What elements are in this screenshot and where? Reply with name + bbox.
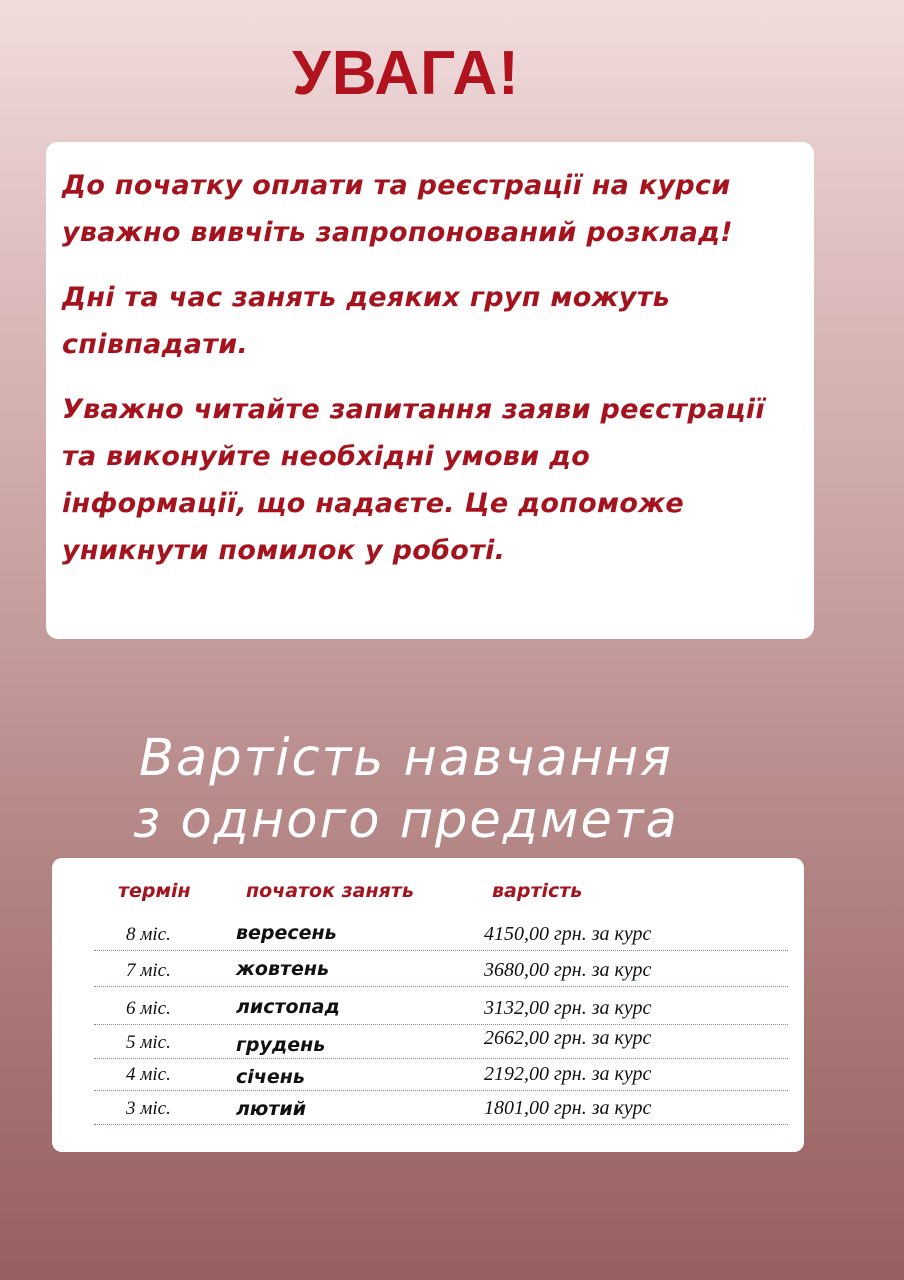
row-price: 1801,00 грн. за курс: [484, 1097, 652, 1119]
column-header-term: термін: [118, 880, 191, 902]
table-row: [94, 990, 788, 1025]
table-row: [94, 1024, 788, 1059]
row-start-month: грудень: [236, 1034, 326, 1056]
row-price: 2192,00 грн. за курс: [484, 1063, 652, 1085]
cost-heading-line-1: Вартість навчання: [139, 729, 673, 788]
column-header-start: початок занять: [246, 880, 414, 902]
notice-card: [46, 142, 814, 639]
row-price: 4150,00 грн. за курс: [484, 923, 652, 945]
row-price: 3680,00 грн. за курс: [484, 959, 652, 981]
row-term: 3 міс.: [126, 1098, 171, 1119]
row-price: 3132,00 грн. за курс: [484, 997, 652, 1019]
cost-heading: [0, 728, 812, 852]
row-term: 6 міс.: [126, 998, 171, 1019]
column-header-price: вартість: [492, 880, 583, 902]
notice-paragraph-registration: Уважно читайте запитання заяви реєстрації та виконуйте необхідні умови до інформації, що надаєте. Це допоможе уникнути помилок у роботі.: [62, 394, 765, 566]
row-price: 2662,00 грн. за курс: [484, 1027, 652, 1049]
table-row: [94, 1056, 788, 1091]
row-start-month: жовтень: [236, 958, 330, 980]
table-row: [94, 952, 788, 987]
cost-heading-line-2: з одного предмета: [133, 791, 679, 850]
row-term: 8 міс.: [126, 924, 171, 945]
row-start-month: листопад: [236, 996, 340, 1018]
table-row: [94, 1090, 788, 1125]
row-start-month: січень: [236, 1066, 305, 1088]
table-row: [94, 916, 788, 951]
row-term: 7 міс.: [126, 960, 171, 981]
page-title: УВАГА!: [292, 39, 520, 108]
price-table: [52, 858, 804, 1152]
row-start-month: лютий: [236, 1098, 307, 1120]
notice-paragraph-overlap: Дні та час занять деяких груп можуть співпадати.: [62, 282, 671, 360]
row-term: 5 міс.: [126, 1032, 171, 1053]
row-term: 4 міс.: [126, 1064, 171, 1085]
notice-paragraph-schedule: До початку оплати та реєстрації на курси уважно вивчіть запропонований розклад!: [62, 170, 733, 248]
row-start-month: вересень: [236, 922, 337, 944]
